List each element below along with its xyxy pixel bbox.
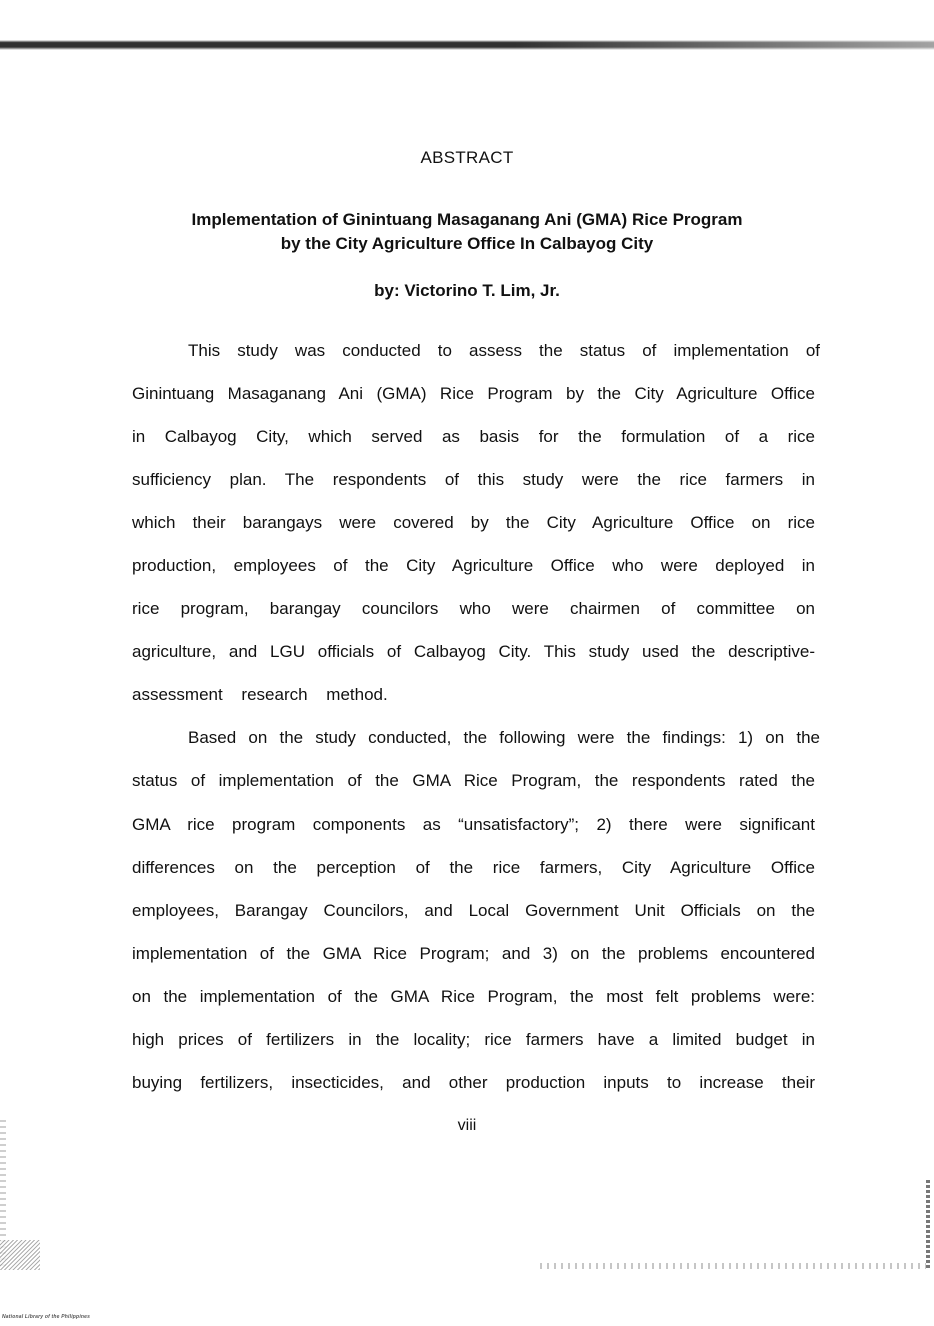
scan-right-edge-noise — [926, 1180, 930, 1270]
paragraph-line: differences on the perception of the rice farmers, City Agriculture Office — [132, 858, 815, 877]
paragraph-line: high prices of fertilizers in the locality; rice farmers have a limited budget in — [132, 1030, 815, 1049]
library-imprint: National Library of the Philippines — [2, 1314, 91, 1320]
paragraph-line: which their barangays were covered by the City Agriculture Office on rice — [132, 513, 815, 532]
scan-left-corner-noise — [0, 1240, 40, 1270]
paragraph-line: on the implementation of the GMA Rice Program, the most felt problems were: — [132, 987, 815, 1006]
paragraph-line: GMA rice program components as “unsatisfactory”; 2) there were significant — [132, 815, 815, 834]
paragraph-line: in Calbayog City, which served as basis for the formulation of a rice — [132, 427, 815, 446]
paragraph-line: Based on the study conducted, the following were the findings: 1) on the — [188, 728, 820, 747]
scan-top-border-fade — [514, 38, 934, 52]
paragraph-line: implementation of the GMA Rice Program; and 3) on the problems encountered — [132, 944, 815, 963]
paragraph-line: rice program, barangay councilors who were chairmen of committee on — [132, 599, 815, 618]
paragraph-line: production, employees of the City Agriculture Office who were deployed in — [132, 556, 815, 575]
abstract-heading: ABSTRACT — [420, 148, 514, 167]
paragraph-line: sufficiency plan. The respondents of this study were the rice farmers in — [132, 470, 815, 489]
paragraph-line: agriculture, and LGU officials of Calbayog City. This study used the descriptive- — [132, 642, 815, 661]
paragraph-line: assessment research method. — [132, 685, 388, 704]
page-number: viii — [457, 1117, 477, 1134]
paragraph-line: employees, Barangay Councilors, and Local Government Unit Officials on the — [132, 901, 815, 920]
scan-bottom-noise — [540, 1263, 926, 1269]
title-line: Implementation of Ginintuang Masaganang Ani (GMA) Rice Program — [191, 210, 743, 229]
author-line: by: Victorino T. Lim, Jr. — [374, 281, 560, 300]
paragraph-line: status of implementation of the GMA Rice Program, the respondents rated the — [132, 771, 815, 790]
paragraph-line: This study was conducted to assess the status of implementation of — [188, 341, 820, 360]
paragraph-line: buying fertilizers, insecticides, and other production inputs to increase their — [132, 1073, 815, 1092]
paragraph-line: Ginintuang Masaganang Ani (GMA) Rice Program by the City Agriculture Office — [132, 384, 815, 403]
title-line: by the City Agriculture Office In Calbayog City — [280, 234, 654, 253]
